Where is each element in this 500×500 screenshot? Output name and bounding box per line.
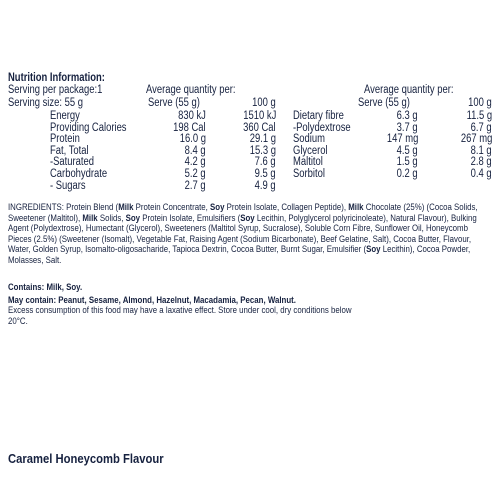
nutrient-row-left-per100-value: 9.5 g (255, 168, 276, 180)
serving-size: Serving size: 55 g (8, 97, 83, 109)
nutrient-row-left-serve-value: 5.2 g (185, 168, 206, 180)
contains-statement: Contains: Milk, Soy. (8, 282, 83, 293)
nutrient-row-right-serve-value: 0.2 g (397, 168, 418, 180)
nutrient-row-left-label: Protein (50, 133, 80, 146)
nutrient-row-left-per100-value: 360 Cal (243, 121, 276, 134)
nutrient-row-right-per100-value: 267 mg (460, 133, 492, 146)
nutrient-row-right-label: Dietary fibre (293, 110, 344, 122)
nutrient-row-right-per100-value: 0.4 g (471, 168, 492, 180)
nutrient-row-left-per100-value: 7.6 g (255, 156, 276, 169)
nutrient-row-left-serve-value: 16.0 g (179, 133, 206, 146)
nutrient-row-left-label: Fat, Total (50, 144, 89, 157)
nutrient-row-left-serve-value: 2.7 g (185, 179, 206, 192)
avg-qty-label-right: Average quantity per: (364, 84, 454, 96)
nutrient-row-left-per100-value: 1510 kJ (242, 110, 276, 122)
col-100g-left: 100 g (252, 97, 276, 109)
nutrient-row-left-per100-value: 15.3 g (249, 144, 276, 157)
nutrition-title: Nutrition Information: (8, 72, 105, 84)
nutrient-row-left-serve-value: 198 Cal (173, 121, 206, 134)
nutrient-row-right-per100-value: 11.5 g (466, 110, 492, 122)
nutrient-row-right-serve-value: 4.5 g (397, 144, 418, 157)
nutrient-row-right-per100-value: 6.7 g (471, 121, 492, 134)
may-contain-statement: May contain: Peanut, Sesame, Almond, Hazelnut, Macadamia, Pecan, Walnut. (8, 294, 296, 306)
nutrient-row-right-label: -Polydextrose (293, 121, 351, 134)
ingredients (8, 203, 492, 267)
allergen-section (8, 283, 492, 327)
nutrient-row-left-serve-value: 8.4 g (185, 144, 206, 157)
nutrient-row-right-per100-value: 2.8 g (471, 156, 492, 169)
flavour-name: Caramel Honeycomb Flavour (8, 452, 164, 466)
nutrient-row-left-label: Carbohydrate (50, 168, 108, 180)
nutrient-row-left-per100-value: 29.1 g (249, 133, 276, 146)
nutrient-row-left-label: - Sugars (50, 179, 86, 192)
ingredients-text: INGREDIENTS: Protein Blend (Milk Protein Concentrate, Soy Protein Isolate, Collagen Peptide), Milk Chocolate (25%) (Cocoa Solids, Sweetener (Maltitol), Milk Solids, Soy Protein Isolate, Emulsifiers (Soy Lecithin, Polyglycerol polyricinoleate), Natural Flavour), Bulking Agent (Polydextrose), Humectant (Glycerol), Sweeteners (Maltitol Syrup, Sucralose), Soluble Corn Fibre, Sunflower Oil, Honeycomb Pieces (2.5%) (Sweetener (Isomalt), Vegetable Fat, Raising Agent (Sodium Bicarbonate), Beef Gelatine, Salt), Cocoa Butter, Flavour, Water, Golden Syrup, Isomalto-oligosacharide, Tapioca Dextrin, Cocoa Butter, Burnt Sugar, Emulsifier (Soy Lecithin), Cocoa Powder, Molasses, Salt. (8, 202, 478, 266)
nutrient-row-right-serve-value: 1.5 g (397, 156, 418, 169)
nutrient-row-left-serve-value: 4.2 g (185, 156, 206, 169)
nutrient-row-right-label: Sorbitol (293, 168, 325, 180)
nutrient-row-left-label: Providing Calories (50, 121, 127, 134)
nutrient-row-right-label: Glycerol (293, 144, 328, 157)
laxative-warning: Excess consumption of this food may have a laxative effect. Store under cool, dry conditions below 20°C. (8, 305, 352, 327)
nutrient-row-left-label: Energy (50, 110, 80, 122)
nutrient-row-left-per100-value: 4.9 g (255, 179, 276, 192)
col-serve-left: Serve (55 g) (148, 97, 200, 109)
col-serve-right: Serve (55 g) (358, 97, 410, 109)
col-100g-right: 100 g (468, 97, 492, 109)
avg-qty-label-left: Average quantity per: (146, 84, 236, 96)
nutrient-row-left-serve-value: 830 kJ (178, 110, 206, 122)
nutrient-row-left-label: -Saturated (50, 156, 95, 169)
nutrient-row-right-serve-value: 147 mg (386, 133, 418, 146)
nutrient-row-right-label: Maltitol (293, 156, 323, 169)
nutrient-row-right-serve-value: 6.3 g (397, 110, 418, 122)
nutrient-row-right-per100-value: 8.1 g (471, 144, 492, 157)
nutrient-row-right-label: Sodium (293, 133, 325, 146)
nutrient-row-right-serve-value: 3.7 g (397, 121, 418, 134)
servings-per-package: Serving per package:1 (8, 84, 103, 96)
